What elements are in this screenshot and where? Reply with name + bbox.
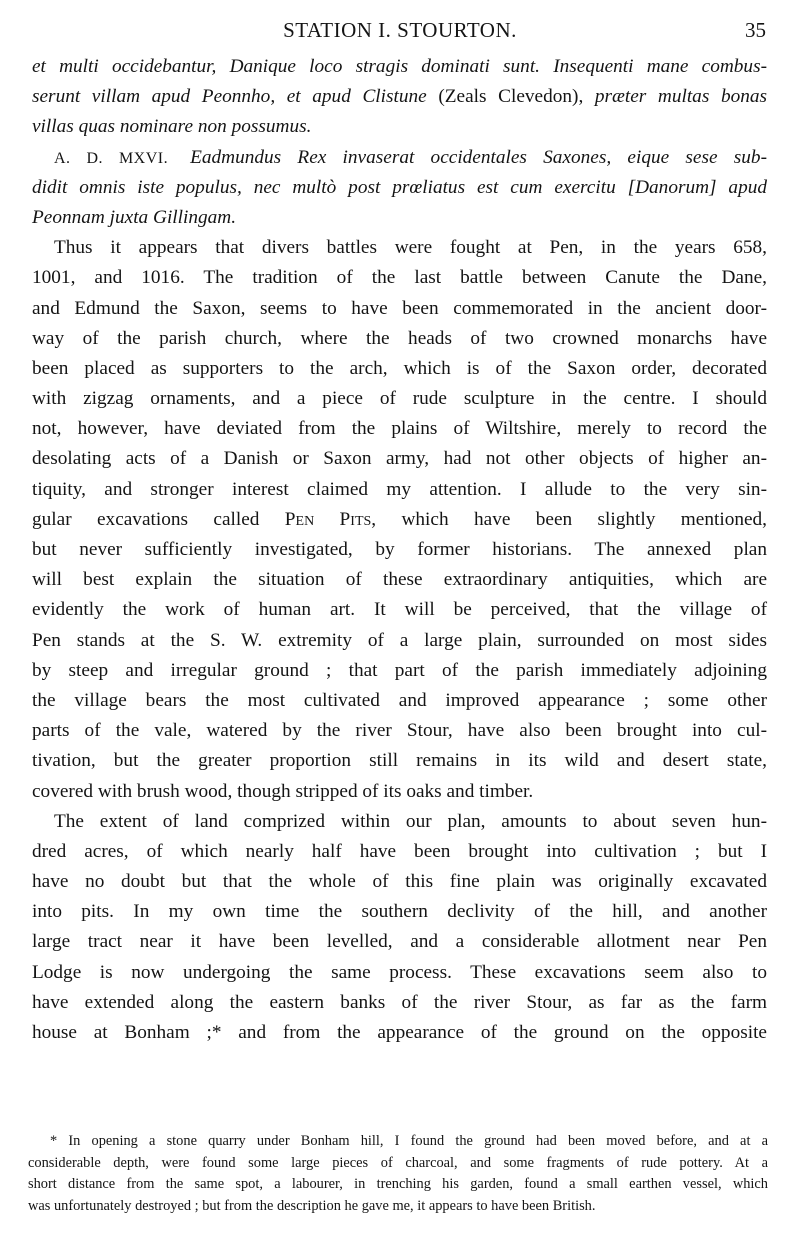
text-line: house at Bonham ;* and from the appearance of the ground on the opposite [32, 1022, 767, 1043]
text-line: Pen stands at the S. W. extremity of a large plain, surrounded on most sides [32, 629, 767, 651]
text-line: large tract near it have been levelled, and a considerable allotment near Pen [32, 931, 767, 953]
text-line: Peonnam juxta Gillingam. [32, 206, 237, 228]
footnote-line: considerable depth, were found some large pieces of charcoal, and some fragments of rude pottery. At a [28, 1154, 768, 1171]
text-line: Thus it appears that divers battles were fought at Pen, in the years 658, [54, 237, 767, 259]
text-line: tiquity, and stronger interest claimed my attention. I allude to the very sin- [32, 478, 767, 500]
text-line: The extent of land comprized within our plan, amounts to about seven hun- [54, 810, 767, 832]
text-line: and Edmund the Saxon, seems to have been commemorated in the ancient door- [32, 297, 767, 319]
text-line: gular excavations called Pen Pits, which have been slightly mentioned, [32, 508, 767, 530]
page-number: 35 [745, 18, 766, 42]
annal-date: A. D. MXVI. [54, 149, 169, 167]
text-line: 1001, and 1016. The tradition of the last battle between Canute the Dane, [32, 267, 767, 289]
text-line: covered with brush wood, though stripped of its oaks and timber. [32, 780, 534, 802]
page-header [0, 14, 800, 48]
text-line: with zigzag ornaments, and a piece of rude sculpture in the centre. I should [32, 388, 767, 410]
text-line: but never sufficiently investigated, by former historians. The annexed plan [32, 539, 767, 560]
running-title: STATION I. STOURTON. [283, 18, 517, 42]
text-line: not, however, have deviated from the plains of Wiltshire, merely to record the [32, 418, 767, 440]
text-line: into pits. In my own time the southern declivity of the hill, and another [32, 901, 767, 923]
text-line: by steep and irregular ground ; that part of the parish immediately adjoining [32, 659, 767, 681]
footnote-line: * In opening a stone quarry under Bonham hill, I found the ground had been moved before, and at a [50, 1133, 768, 1149]
text-line: will best explain the situation of these extraordinary antiquities, which are [32, 569, 767, 591]
place-name-gloss: (Zeals Clevedon), [438, 86, 584, 108]
text-line: villas quas nominare non possumus. [32, 116, 312, 138]
latin-passage [32, 52, 767, 233]
text-line: desolating acts of a Danish or Saxon army, had not other objects of higher an- [32, 448, 767, 470]
text-line: tivation, but the greater proportion still remains in its wild and desert state, [32, 750, 767, 772]
text-line: Lodge is now undergoing the same process. These excavations seem also to [32, 961, 767, 983]
text-line: evidently the work of human art. It will be perceived, that the village of [32, 599, 767, 621]
text-line: et multi occidebantur, Danique loco stragis dominati sunt. Insequenti mane combus- [32, 56, 767, 77]
page-body [32, 52, 767, 1048]
text-line: A. D. MXVI. Eadmundus Rex invaserat occidentales Saxones, eique sese sub- [54, 146, 767, 168]
text-line: the village bears the most cultivated and improved appearance ; some other [32, 689, 767, 711]
text-line: have no doubt but that the whole of this fine plain was originally excavated [32, 871, 767, 893]
text-line: parts of the vale, watered by the river Stour, have also been brought into cul- [32, 720, 767, 742]
text-line: dred acres, of which nearly half have been brought into cultivation ; but I [32, 840, 767, 862]
paragraph [32, 807, 767, 1049]
footnote [28, 1131, 768, 1217]
text-line: have extended along the eastern banks of the river Stour, as far as the farm [32, 991, 767, 1013]
text-line: been placed as supporters to the arch, which is of the Saxon order, decorated [32, 357, 767, 379]
footnote-line: was unfortunately destroyed ; but from the description he gave me, it appears to have been British. [28, 1197, 596, 1214]
text-line: didit omnis iste populus, nec multò post prœliatus est cum exercitu [Danorum] apud [32, 176, 767, 198]
paragraph [32, 233, 767, 807]
pen-pits-term: Pen Pits [284, 508, 372, 530]
footnote-line: short distance from the same spot, a labourer, in trenching his garden, found a small earthen vessel, which [28, 1176, 768, 1192]
text-line: way of the parish church, where the heads of two crowned monarchs have [32, 327, 767, 349]
text-line: serunt villam apud Peonnho, et apud Clistune (Zeals Clevedon), præter multas bonas [32, 86, 768, 108]
